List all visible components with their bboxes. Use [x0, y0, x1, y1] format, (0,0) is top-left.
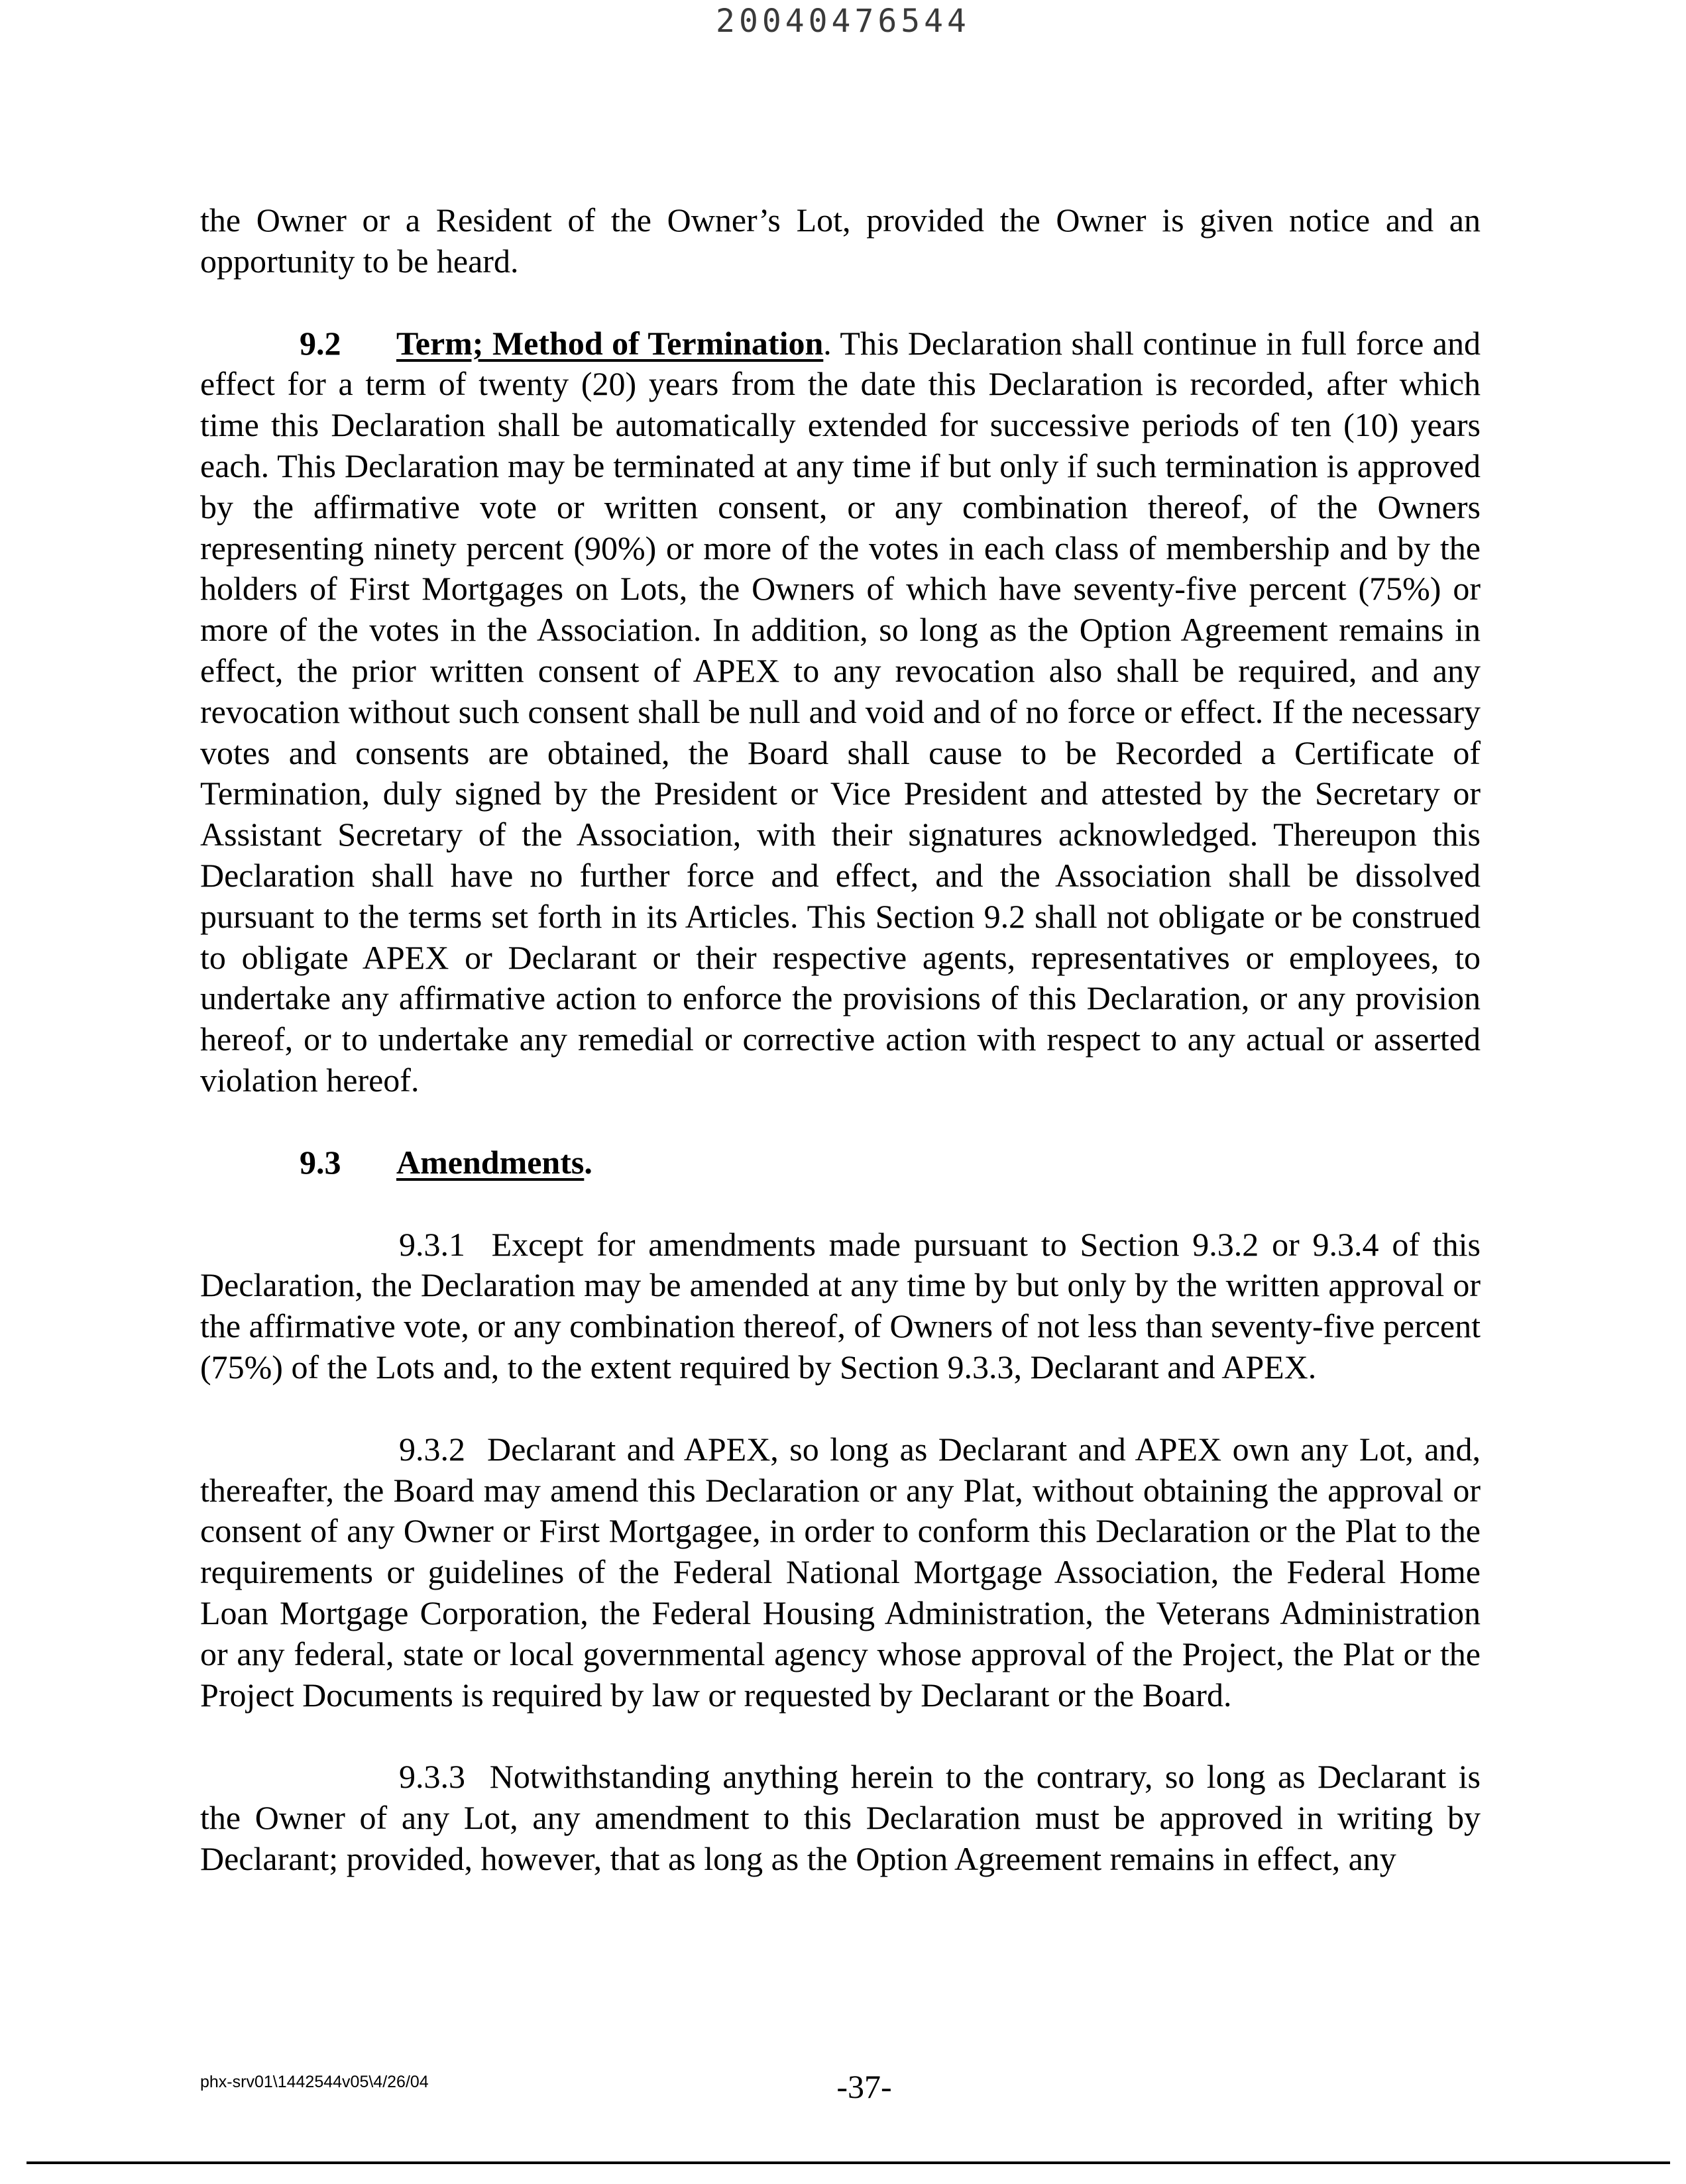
page-number: -37- — [836, 2068, 892, 2105]
subsection-9-3-1-paragraph — [200, 1225, 1481, 1388]
section-9-2-number: 9.2 — [300, 324, 341, 362]
continuation-paragraph: the Owner or a Resident of the Owner’s Lot, provided the Owner is given notice and an opportunity to be heard. — [200, 201, 1481, 280]
document-body — [200, 200, 1481, 1880]
subsection-9-3-2-paragraph — [200, 1429, 1481, 1716]
subsection-9-3-1-number: 9.3.1 — [399, 1225, 465, 1263]
section-9-3-title: Amendments — [396, 1143, 585, 1181]
section-9-2-title: Term; Method of Termination — [396, 324, 824, 362]
section-9-3-title-period: . — [584, 1143, 592, 1181]
bottom-divider — [27, 2161, 1670, 2164]
subsection-9-3-2-number: 9.3.2 — [399, 1430, 465, 1468]
subsection-9-3-2-text: Declarant and APEX, so long as Declarant and APEX own any Lot, and, thereafter, the Board may amend this Declaration or any Plat, without obtaining the approval or consent of any Owner or First Mortgagee, in order to conform this Declaration or the Plat to the requirements or guidelines of the Federal National Mortgage Association, the Federal Home Loan Mortgage Corporation, the Federal Housing Administration, the Veterans Administration or any federal, state or local governmental agency whose approval of the Project, the Plat or the Project Documents is required by law or requested by Declarant or the Board. — [200, 1430, 1481, 1714]
subsection-9-3-3-number: 9.3.3 — [399, 1758, 465, 1796]
subsection-9-3-3-paragraph — [200, 1757, 1481, 1879]
section-9-2-paragraph — [200, 323, 1481, 1101]
subsection-9-3-3-text: Notwithstanding anything herein to the contrary, so long as Declarant is the Owner of any Lot, any amendment to this Declaration must be approved in writing by Declarant; provided, however, that as long as the Option Agreement remains in effect, any — [200, 1758, 1481, 1877]
section-9-3-number: 9.3 — [300, 1143, 341, 1181]
footer-file-id: phx-srv01\1442544v05\4/26/04 — [200, 2073, 429, 2091]
document-number: 20040476544 — [716, 3, 970, 40]
section-9-2-body: . This Declaration shall continue in full force and effect for a term of twenty (20) years from the date this Declaration is recorded, after which time this Declaration shall be automatically extended for successive periods of ten (10) years each. This Declaration may be terminated at any time if but only if such termination is approved by the affirmative vote or written consent, or any combination thereof, of the Owners representing ninety percent (90%) or more of the votes in each class of membership and by the holders of First Mortgages on Lots, the Owners of which have seventy-five percent (75%) or more of the votes in the Association. In addition, so long as the Option Agreement remains in effect, the prior written consent of APEX to any revocation also shall be required, and any revocation without such consent shall be null and void and of no force or effect. If the necessary votes and consents are obtained, the Board shall cause to be Recorded a Certificate of Termination, duly signed by the President or Vice President and attested by the Secretary or Assistant Secretary of the Association, with their signatures acknowledged. Thereupon this Declaration shall have no further force and effect, and the Association shall be dissolved pursuant to the terms set forth in its Articles. This Section 9.2 shall not obligate or be construed to obligate APEX or Declarant or their respective agents, representatives or employees, to undertake any affirmative action to enforce the provisions of this Declaration, or any provision hereof, or to undertake any remedial or corrective action with respect to any actual or asserted violation hereof. — [200, 324, 1481, 1099]
section-9-3-heading — [200, 1142, 1481, 1183]
subsection-9-3-1-text: Except for amendments made pursuant to Section 9.3.2 or 9.3.4 of this Declaration, the Declaration may be amended at any time by but only by the written approval or the affirmative vote, or any combination thereof, of Owners of not less than seventy-five percent (75%) of the Lots and, to the extent required by Section 9.3.3, Declarant and APEX. — [200, 1225, 1481, 1386]
